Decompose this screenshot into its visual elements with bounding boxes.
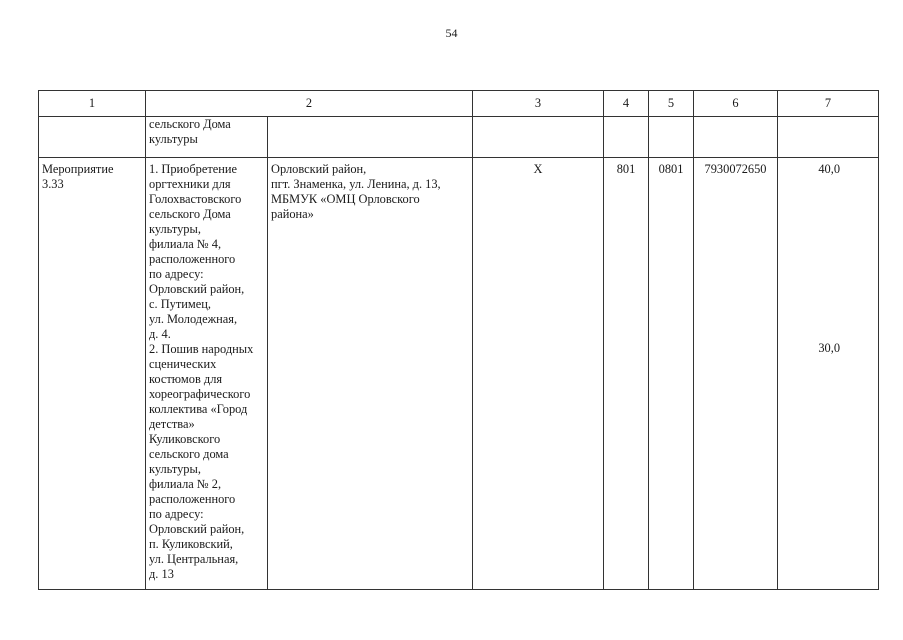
measure-name: Мероприятие 3.33 xyxy=(39,158,146,590)
cont-cell-2b xyxy=(268,117,473,158)
header-cell-2: 2 xyxy=(146,91,473,117)
measure-values xyxy=(778,158,879,590)
measure-executor: Орловский район, пгт. Знаменка, ул. Ленина, д. 13, МБМУК «ОМЦ Орловского района» xyxy=(268,158,473,590)
budget-table xyxy=(38,90,879,590)
value-spacer xyxy=(781,177,840,341)
page-number: 54 xyxy=(445,26,458,40)
measure-item-2: 2. Пошив народных сценических костюмов для хореографического коллектива «Город детства» Куликовского сельского дома культуры, филиала № 2, расположенного по адресу: Орловский район, п. Куликовский, ул. Центральная, д. 13 xyxy=(149,342,254,581)
header-row xyxy=(39,91,879,117)
header-cell-6: 6 xyxy=(694,91,778,117)
header-cell-1: 1 xyxy=(39,91,146,117)
measure-item-1: 1. Приобретение оргтехники для Голохвастовского сельского Дома культуры, филиала № 4, расположенного по адресу: Орловский район, с. Путимец, ул. Молодежная, д. 4. xyxy=(149,162,245,341)
value-item-2: 30,0 xyxy=(818,341,841,355)
header-cell-4: 4 xyxy=(604,91,649,117)
header-cell-7: 7 xyxy=(778,91,879,117)
cont-cell-6 xyxy=(694,117,778,158)
value-item-1: 40,0 xyxy=(818,162,841,176)
cont-cell-4 xyxy=(604,117,649,158)
measure-col4: 801 xyxy=(604,158,649,590)
measure-col6: 7930072650 xyxy=(694,158,778,590)
measure-col5: 0801 xyxy=(649,158,694,590)
cont-cell-1 xyxy=(39,117,146,158)
measure-row xyxy=(39,158,879,590)
header-cell-5: 5 xyxy=(649,91,694,117)
cont-cell-5 xyxy=(649,117,694,158)
measure-items xyxy=(146,158,268,590)
measure-col3: Х xyxy=(473,158,604,590)
cont-cell-2a: сельского Дома культуры xyxy=(146,117,268,158)
cont-cell-7 xyxy=(778,117,879,158)
cont-cell-3 xyxy=(473,117,604,158)
continuation-row xyxy=(39,117,879,158)
header-cell-3: 3 xyxy=(473,91,604,117)
